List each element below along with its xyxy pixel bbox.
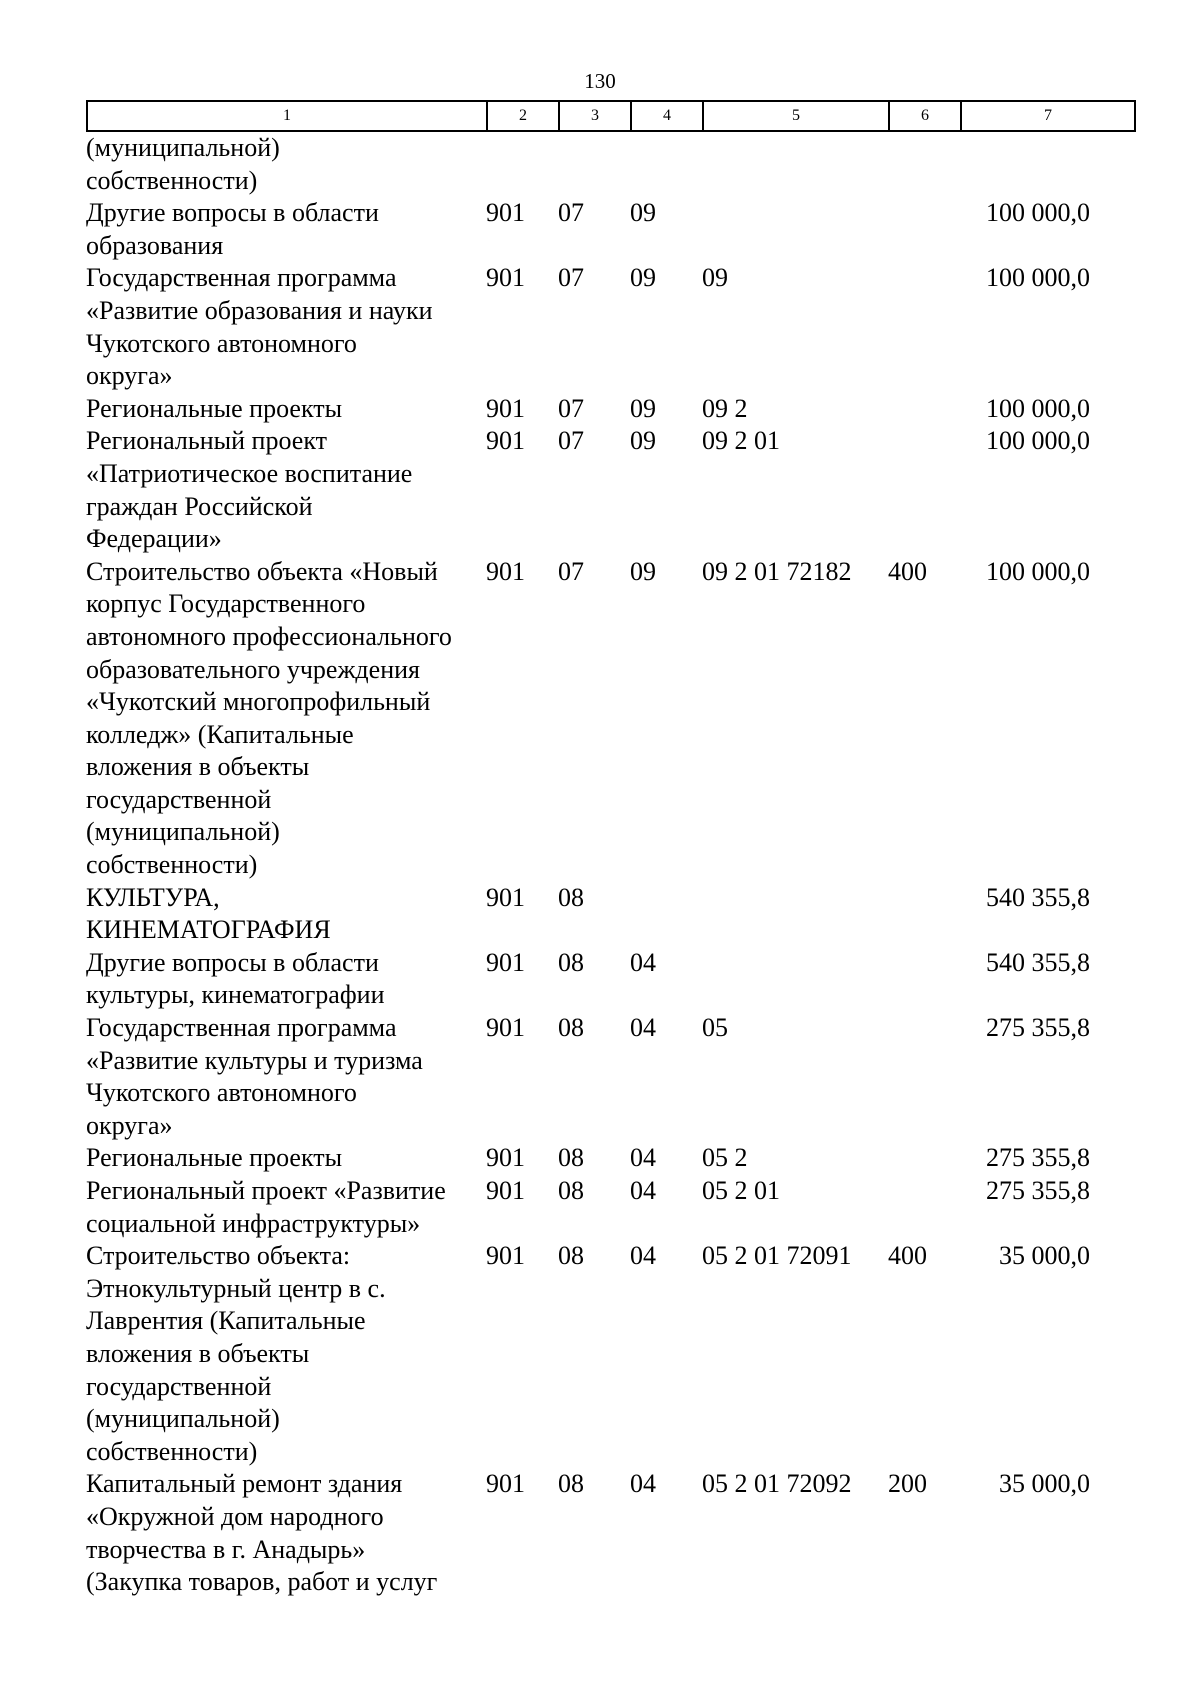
table-row <box>86 947 1146 1012</box>
row-amount: 100 000,0 <box>986 263 1090 293</box>
row-subsection-code: 04 <box>630 1176 656 1205</box>
row-subsection-code: 09 <box>630 393 656 423</box>
table-row <box>86 556 1146 882</box>
table-row <box>86 132 1146 197</box>
row-ministry-code: 901 <box>486 882 525 912</box>
row-section-code: 07 <box>558 556 584 586</box>
row-name: Капитальный ремонт здания «Окружной дом народного творчества в г. Анадырь» (Закупка товаров, работ и услуг <box>86 1469 438 1597</box>
row-name: Государственная программа «Развитие культуры и туризма Чукотского автономного округа» <box>86 1013 423 1140</box>
row-subsection-code: 04 <box>630 1241 656 1271</box>
row-name: (муниципальной) собственности) <box>86 133 280 195</box>
header-col-1: 1 <box>87 101 487 131</box>
row-subsection-code: 04 <box>630 1143 656 1173</box>
row-amount: 275 355,8 <box>986 1143 1090 1173</box>
row-section-code: 08 <box>558 1013 584 1043</box>
row-amount: 35 000,0 <box>999 1241 1090 1271</box>
row-amount: 275 355,8 <box>986 1176 1090 1205</box>
row-name: Строительство объекта «Новый корпус Государственного автономного профессионального образовательного учреждения «Чукотский многопрофильный колледж» (Капитальные вложения в объекты государственной (муниципальной) собственности) <box>86 556 452 880</box>
row-target-code: 05 2 01 72092 <box>702 1469 852 1499</box>
row-name: Строительство объекта: Этнокультурный центр в с. Лаврентия (Капитальные вложения в объекты государственной (муниципальной) собственности) <box>86 1241 386 1466</box>
row-subsection-code: 04 <box>630 947 656 977</box>
table-header <box>86 100 1136 132</box>
row-section-code: 08 <box>558 1143 584 1173</box>
row-name: Региональный проект «Развитие социальной инфраструктуры» <box>86 1176 446 1238</box>
table-row <box>86 1175 1146 1240</box>
row-expense-type: 400 <box>888 556 927 586</box>
row-name: Региональный проект «Патриотическое воспитание граждан Российской Федерации» <box>86 426 413 554</box>
row-target-code: 05 <box>702 1013 728 1043</box>
row-section-code: 08 <box>558 947 584 977</box>
header-col-7: 7 <box>961 101 1135 131</box>
header-col-6: 6 <box>889 101 961 131</box>
table-row <box>86 197 1146 262</box>
row-amount: 100 000,0 <box>986 556 1090 586</box>
row-section-code: 08 <box>558 882 584 912</box>
row-ministry-code: 901 <box>486 1469 525 1499</box>
row-amount: 100 000,0 <box>986 426 1090 456</box>
row-ministry-code: 901 <box>486 1241 525 1271</box>
table-row <box>86 1012 1146 1142</box>
row-name: КУЛЬТУРА, КИНЕМАТОГРАФИЯ <box>86 882 331 945</box>
row-subsection-code: 09 <box>630 263 656 293</box>
table-row <box>86 1240 1146 1468</box>
row-ministry-code: 901 <box>486 263 525 293</box>
row-section-code: 07 <box>558 393 584 423</box>
row-name: Региональные проекты <box>86 1143 343 1173</box>
budget-table-body <box>86 132 1146 1599</box>
table-row <box>86 262 1146 392</box>
header-col-4: 4 <box>631 101 703 131</box>
row-amount: 540 355,8 <box>986 882 1090 912</box>
row-target-code: 09 2 <box>702 393 748 423</box>
row-amount: 540 355,8 <box>986 947 1090 977</box>
row-ministry-code: 901 <box>486 947 525 977</box>
row-section-code: 08 <box>558 1469 584 1499</box>
header-col-3: 3 <box>559 101 631 131</box>
header-col-5: 5 <box>703 101 889 131</box>
row-ministry-code: 901 <box>486 393 525 423</box>
header-col-2: 2 <box>487 101 559 131</box>
row-target-code: 09 <box>702 263 728 293</box>
row-name: Региональные проекты <box>86 393 343 423</box>
row-ministry-code: 901 <box>486 198 525 228</box>
row-ministry-code: 901 <box>486 1013 525 1043</box>
row-subsection-code: 04 <box>630 1469 656 1499</box>
table-row <box>86 1142 1146 1175</box>
row-amount: 100 000,0 <box>986 393 1090 423</box>
row-target-code: 09 2 01 72182 <box>702 556 852 586</box>
row-ministry-code: 901 <box>486 1143 525 1173</box>
row-name: Другие вопросы в области образования <box>86 198 379 260</box>
row-section-code: 07 <box>558 263 584 293</box>
row-section-code: 08 <box>558 1241 584 1271</box>
row-amount: 275 355,8 <box>986 1013 1090 1043</box>
row-section-code: 07 <box>558 198 584 228</box>
table-row <box>86 1468 1146 1598</box>
row-target-code: 09 2 01 <box>702 426 780 456</box>
row-section-code: 08 <box>558 1176 584 1205</box>
page-number: 130 <box>584 69 616 93</box>
row-section-code: 07 <box>558 426 584 456</box>
table-row <box>86 425 1146 555</box>
row-subsection-code: 09 <box>630 198 656 228</box>
row-name: Другие вопросы в области культуры, кинематографии <box>86 947 385 1010</box>
row-expense-type: 400 <box>888 1241 927 1271</box>
row-target-code: 05 2 01 <box>702 1176 780 1205</box>
row-amount: 100 000,0 <box>986 198 1090 228</box>
row-expense-type: 200 <box>888 1469 927 1499</box>
row-subsection-code: 04 <box>630 1013 656 1043</box>
row-ministry-code: 901 <box>486 556 525 586</box>
row-target-code: 05 2 <box>702 1143 748 1173</box>
table-row <box>86 882 1146 947</box>
row-amount: 35 000,0 <box>999 1469 1090 1499</box>
table-row <box>86 393 1146 426</box>
row-subsection-code: 09 <box>630 556 656 586</box>
row-ministry-code: 901 <box>486 426 525 456</box>
row-name: Государственная программа «Развитие образования и науки Чукотского автономного округа» <box>86 263 433 391</box>
row-target-code: 05 2 01 72091 <box>702 1241 852 1271</box>
row-ministry-code: 901 <box>486 1176 525 1205</box>
row-subsection-code: 09 <box>630 426 656 456</box>
